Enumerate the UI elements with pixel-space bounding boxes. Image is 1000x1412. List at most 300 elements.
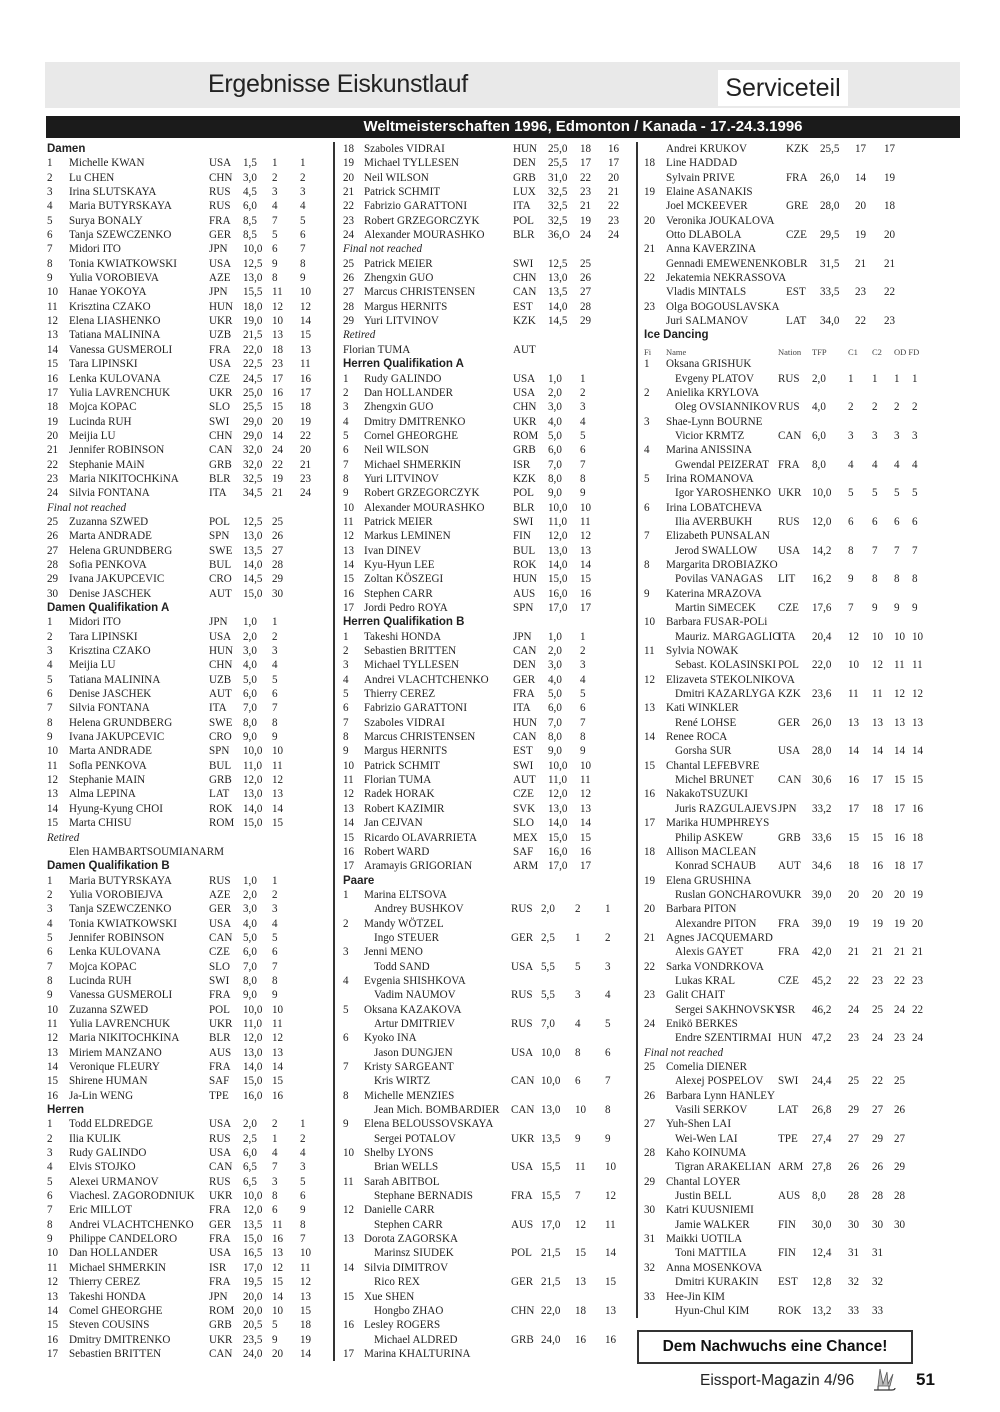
result-row xyxy=(644,199,928,213)
athlete-name: Sofia PENKOVA xyxy=(69,558,147,571)
rank: 7 xyxy=(47,243,53,256)
athlete-name: Jennifer ROBINSON xyxy=(69,444,165,457)
points: 1,0 xyxy=(548,372,562,385)
result-row xyxy=(644,415,928,429)
placement-2: 6 xyxy=(605,1046,611,1059)
placement-1: 4 xyxy=(575,1017,581,1030)
nation: FIN xyxy=(778,1247,796,1260)
placement-2: 25 xyxy=(872,1003,884,1016)
rank: 2 xyxy=(343,917,349,930)
placement-1: 2 xyxy=(272,888,278,901)
result-row xyxy=(644,701,928,715)
athlete-name: Xue SHEN xyxy=(364,1290,415,1303)
athlete-name: Shelby LYONS xyxy=(364,1147,434,1160)
athlete-name: Vladis MINTALS xyxy=(666,286,747,299)
points: 25,5 xyxy=(548,157,568,170)
points: 9,0 xyxy=(243,731,257,744)
nation: UKR xyxy=(778,888,802,901)
athlete-name: Ruslan GONCHAROV xyxy=(675,888,780,901)
placement-1: 14 xyxy=(855,171,867,184)
result-row xyxy=(644,515,928,529)
athlete-name: Yuri LITVINOV xyxy=(364,315,439,328)
result-row xyxy=(644,845,928,859)
athlete-name: Fabrizio GARATTONI xyxy=(364,200,468,213)
athlete-name: Marta ANDRADE xyxy=(69,745,152,758)
rank: 5 xyxy=(343,1003,349,1016)
points: 2,5 xyxy=(243,1132,257,1145)
nation: SWI xyxy=(778,1075,799,1088)
nation: RUS xyxy=(778,372,800,385)
placement-1: 12 xyxy=(272,774,284,787)
placement-1: 4 xyxy=(272,917,278,930)
result-row xyxy=(343,501,629,515)
nation: BLR xyxy=(786,257,808,270)
result-row xyxy=(644,974,928,988)
athlete-name: Helena GRUNDBERG xyxy=(69,716,173,729)
athlete-name: Yuh-Shen LAI xyxy=(666,1118,732,1131)
placement-1: 16 xyxy=(272,386,284,399)
result-row xyxy=(644,257,928,271)
points: 13,0 xyxy=(243,272,263,285)
points: 6,0 xyxy=(548,702,562,715)
nation: HUN xyxy=(778,1032,803,1045)
athlete-name: Marta CHISU xyxy=(69,817,132,830)
result-row xyxy=(47,443,325,457)
placement-4: 22 xyxy=(912,1003,924,1016)
athlete-name: Jamie WALKER xyxy=(675,1218,750,1231)
placement-1: 12 xyxy=(272,1261,284,1274)
rank: 26 xyxy=(47,530,59,543)
result-row xyxy=(47,716,325,730)
nation: CHN xyxy=(511,1304,535,1317)
rank: 15 xyxy=(343,573,355,586)
placement-2: 1 xyxy=(300,157,306,170)
section-heading: Herren Qualifikation A xyxy=(343,358,464,371)
result-row xyxy=(343,1160,629,1174)
placement-2: 31 xyxy=(872,1247,884,1260)
athlete-name: Elena BELOUSSOVSKAYA xyxy=(364,1118,494,1131)
points: 33,2 xyxy=(812,802,832,815)
nation: SWI xyxy=(209,415,230,428)
placement-1: 28 xyxy=(272,558,284,571)
nation: AUT xyxy=(778,860,801,873)
nation: FRA xyxy=(511,1190,533,1203)
nation: RUS xyxy=(209,200,231,213)
nation: RUS xyxy=(511,989,533,1002)
athlete-name: Rudy GALINDO xyxy=(69,1147,147,1160)
rank: 9 xyxy=(47,272,53,285)
result-row xyxy=(343,1117,629,1131)
placement-3: 12 xyxy=(894,688,906,701)
points: 7,0 xyxy=(243,702,257,715)
placement-4: 8 xyxy=(912,573,918,586)
nation: ARM xyxy=(778,1161,804,1174)
placement-2: 14 xyxy=(300,1347,312,1360)
points: 16,0 xyxy=(243,1089,263,1102)
rank: 18 xyxy=(343,143,355,155)
result-row xyxy=(644,156,928,170)
result-row xyxy=(47,328,325,342)
result-row xyxy=(343,343,629,357)
result-row xyxy=(343,730,629,744)
nation: SAF xyxy=(209,1075,230,1088)
placement-1: 21 xyxy=(580,200,592,213)
points: 8,0 xyxy=(548,731,562,744)
result-row xyxy=(644,759,928,773)
points: 8,0 xyxy=(548,472,562,485)
athlete-name: Silvia DIMITROV xyxy=(364,1261,449,1274)
nation: CZE xyxy=(209,946,230,959)
points: 7,0 xyxy=(243,960,257,973)
placement-1: 7 xyxy=(848,602,854,614)
rank: 9 xyxy=(343,487,349,500)
nation: RUS xyxy=(778,515,800,528)
result-row xyxy=(343,429,629,443)
result-row xyxy=(343,787,629,801)
points: 10,0 xyxy=(548,501,568,514)
athlete-name: Thierry CEREZ xyxy=(364,688,436,701)
result-row xyxy=(343,1031,629,1045)
placement-2: 9 xyxy=(872,602,878,614)
rank: 18 xyxy=(644,157,656,170)
placement-4: 2 xyxy=(912,401,918,414)
result-row xyxy=(343,472,629,486)
points: 4,0 xyxy=(548,415,562,428)
points: 32,5 xyxy=(548,186,568,199)
points: 22,0 xyxy=(243,343,263,356)
result-row xyxy=(343,458,629,472)
placement-2: 12 xyxy=(605,1190,617,1203)
rank: 2 xyxy=(343,386,349,399)
athlete-name: Enikö BERKES xyxy=(666,1017,738,1030)
athlete-name: Yulia VOROBIEJVA xyxy=(69,888,164,901)
rank: 3 xyxy=(343,401,349,414)
nation: UZB xyxy=(209,673,232,686)
points: 6,0 xyxy=(243,946,257,959)
points: 15,0 xyxy=(243,817,263,830)
placement-1: 11 xyxy=(575,1161,586,1174)
placement-1: 30 xyxy=(848,1218,860,1231)
placement-1: 2 xyxy=(272,630,278,643)
placement-2: 9 xyxy=(300,1204,306,1217)
nation: FRA xyxy=(778,946,800,959)
result-row xyxy=(343,1275,629,1289)
nation: POL xyxy=(511,1247,532,1260)
athlete-name: Elaine ASANAKIS xyxy=(666,186,753,199)
result-row xyxy=(343,644,629,658)
placement-1: 25 xyxy=(272,515,284,528)
result-row xyxy=(47,544,325,558)
nation: AUT xyxy=(209,587,232,600)
placement-3: 26 xyxy=(894,1104,906,1117)
athlete-name: Igor YAROSHENKO xyxy=(675,487,772,500)
placement-2: 20 xyxy=(872,888,884,901)
nation: UKR xyxy=(511,1132,535,1145)
athlete-name: Thierry CEREZ xyxy=(69,1276,141,1289)
placement-2: 18 xyxy=(300,401,312,414)
nation: FRA xyxy=(778,458,800,471)
nation: CHN xyxy=(209,429,233,442)
nation: USA xyxy=(513,372,536,385)
nation: GRB xyxy=(511,1333,534,1346)
athlete-name: Ja-Lin WENG xyxy=(69,1089,134,1102)
result-row xyxy=(343,1246,629,1260)
rank: 20 xyxy=(47,429,59,442)
athlete-name: Neil WILSON xyxy=(364,171,429,184)
section-heading: Ice Dancing xyxy=(644,329,709,342)
placement-1: 10 xyxy=(580,501,592,514)
athlete-name: Zhengxin GUO xyxy=(364,401,434,414)
nation: BLR xyxy=(513,501,535,514)
placement-1: 27 xyxy=(272,544,284,557)
points: 24,0 xyxy=(243,1347,263,1360)
result-row xyxy=(343,831,629,845)
result-row xyxy=(343,687,629,701)
placement-1: 17 xyxy=(848,802,860,815)
athlete-name: Robert GRZEGORCZYK xyxy=(364,487,480,500)
result-row xyxy=(343,931,629,945)
placement-1: 28 xyxy=(848,1190,860,1203)
placement-3: 10 xyxy=(894,630,906,643)
nation: USA xyxy=(209,1147,232,1160)
nation: ITA xyxy=(778,630,796,643)
placement-3: 14 xyxy=(894,745,906,758)
placement-1: 15 xyxy=(848,831,860,844)
result-row xyxy=(343,744,629,758)
placement-1: 17 xyxy=(580,602,592,614)
nation: CZE xyxy=(209,372,230,385)
athlete-name: Kati WINKLER xyxy=(666,702,739,715)
result-row xyxy=(47,400,325,414)
rank: 11 xyxy=(47,300,58,313)
placement-1: 12 xyxy=(848,630,860,643)
placement-2: 11 xyxy=(605,1218,616,1231)
points: 32,0 xyxy=(243,458,263,471)
placement-4: 9 xyxy=(912,602,918,614)
result-row xyxy=(343,1232,629,1246)
athlete-name: Kaho KOINUMA xyxy=(666,1147,747,1160)
placement-4: 16 xyxy=(912,802,924,815)
placement-2: 14 xyxy=(605,1247,617,1260)
athlete-name: Andrei VLACHTCHENKO xyxy=(69,1218,194,1231)
placement-1: 4 xyxy=(272,659,278,672)
placement-4: 7 xyxy=(912,544,918,557)
athlete-name: Evgenia SHISHKOVA xyxy=(364,974,466,987)
result-row xyxy=(644,1031,928,1045)
athlete-name: Patrick SCHMIT xyxy=(364,759,441,772)
athlete-name: Sylvain PRIVE xyxy=(666,171,735,184)
placement-4: 23 xyxy=(912,974,924,987)
athlete-name: Dmitri KAZARLYGA xyxy=(675,688,776,701)
rank: 19 xyxy=(644,186,656,199)
result-row xyxy=(47,917,325,931)
points: 33,5 xyxy=(820,286,840,299)
placement-2: 23 xyxy=(300,472,312,485)
rank: 20 xyxy=(644,903,656,916)
placement-1: 13 xyxy=(272,788,284,801)
points: 4,0 xyxy=(243,659,257,672)
rank: 3 xyxy=(343,946,349,959)
placement-1: 1 xyxy=(272,616,278,629)
rank: 2 xyxy=(343,645,349,658)
placement-1: 14 xyxy=(580,817,592,830)
result-row xyxy=(644,558,928,572)
athlete-name: Margus HERNITS xyxy=(364,300,448,313)
placement-2: 5 xyxy=(300,214,306,227)
result-row xyxy=(47,529,325,543)
nation: JPN xyxy=(778,802,797,815)
placement-2: 13 xyxy=(300,1290,312,1303)
rank: 5 xyxy=(644,472,650,485)
points: 22,5 xyxy=(243,358,263,371)
rank: 10 xyxy=(343,1147,355,1160)
result-row xyxy=(644,1017,928,1031)
points: 1,0 xyxy=(243,874,257,887)
athlete-name: Juris RAZGULAJEVS xyxy=(675,802,778,815)
nation: AZE xyxy=(209,888,231,901)
placement-1: 1 xyxy=(848,372,854,385)
points: 12,0 xyxy=(812,515,832,528)
rank: 8 xyxy=(47,974,53,987)
placement-2: 14 xyxy=(300,315,312,328)
rank: 12 xyxy=(47,1276,59,1289)
result-row xyxy=(644,601,928,615)
rank: 15 xyxy=(644,759,656,772)
points: 25,5 xyxy=(243,401,263,414)
rank: 14 xyxy=(343,817,355,830)
placement-1: 4 xyxy=(580,415,586,428)
nation: BLR xyxy=(513,229,535,242)
rank: 13 xyxy=(47,329,59,342)
nation: ROK xyxy=(778,1304,802,1317)
points: 16,0 xyxy=(548,587,568,600)
athlete-name: Patrick MEIER xyxy=(364,257,433,270)
result-row xyxy=(644,831,928,845)
rank: 16 xyxy=(47,1089,59,1102)
points: 15,5 xyxy=(541,1190,561,1203)
rank: 24 xyxy=(47,487,59,500)
placement-3: 2 xyxy=(894,401,900,414)
athlete-name: Oksana GRISHUK xyxy=(666,358,752,371)
placement-1: 24 xyxy=(272,444,284,457)
athlete-name: Lukas KRAL xyxy=(675,974,736,987)
points: 42,0 xyxy=(812,946,832,959)
placement-1: 11 xyxy=(848,688,859,701)
placement-2: 19 xyxy=(884,171,896,184)
placement-1: 9 xyxy=(848,573,854,586)
rank: 23 xyxy=(47,472,59,485)
placement-1: 20 xyxy=(848,888,860,901)
result-row xyxy=(47,1017,325,1031)
placement-1: 23 xyxy=(848,1032,860,1045)
result-row xyxy=(343,142,629,156)
placement-2: 33 xyxy=(872,1304,884,1317)
points: 45,2 xyxy=(812,974,832,987)
placement-1: 9 xyxy=(580,487,586,500)
nation: USA xyxy=(209,257,232,270)
result-row xyxy=(47,343,325,357)
rank: 13 xyxy=(644,702,656,715)
rank: 3 xyxy=(47,903,53,916)
rank: 17 xyxy=(343,602,355,614)
points: 11,0 xyxy=(243,759,263,772)
athlete-name: Maria NIKITOCHKiNA xyxy=(69,472,179,485)
result-row xyxy=(644,1160,928,1174)
result-row xyxy=(343,859,629,873)
points: 2,0 xyxy=(548,645,562,658)
placement-1: 23 xyxy=(272,358,284,371)
placement-1: 5 xyxy=(272,931,278,944)
athlete-name: Michael TYLLESEN xyxy=(364,157,459,170)
result-row xyxy=(47,1261,325,1275)
points: 13,5 xyxy=(243,1218,263,1231)
placement-1: 33 xyxy=(848,1304,860,1317)
rank: 12 xyxy=(343,530,355,543)
page-title: Ergebnisse Eiskunstlauf xyxy=(208,70,468,98)
rank: 15 xyxy=(47,1075,59,1088)
placement-1: 16 xyxy=(580,845,592,858)
points: 8,0 xyxy=(812,1190,826,1203)
nation: FRA xyxy=(209,1061,231,1073)
result-row xyxy=(47,945,325,959)
rank: 1 xyxy=(47,616,53,629)
placement-1: 22 xyxy=(855,315,867,328)
athlete-name: Denise JASCHEK xyxy=(69,587,152,600)
result-row xyxy=(343,716,629,730)
nation: USA xyxy=(209,157,232,170)
athlete-name: Stephen CARR xyxy=(364,587,433,600)
athlete-name: Lenka KULOVANA xyxy=(69,946,161,959)
nation: AUT xyxy=(513,774,536,787)
result-row xyxy=(47,558,325,572)
magazine-issue: Eissport-Magazin 4/96 xyxy=(700,1372,855,1389)
athlete-name: Anielika KRYLOVA xyxy=(666,386,760,399)
points: 36,O xyxy=(548,229,570,242)
rank: 3 xyxy=(47,645,53,658)
placement-2: 17 xyxy=(884,143,896,155)
result-row xyxy=(47,458,325,472)
nation: JPN xyxy=(209,1290,228,1303)
result-row xyxy=(644,1175,928,1189)
nation: POL xyxy=(513,214,534,227)
athlete-name: Lu CHEN xyxy=(69,171,115,184)
rank: 2 xyxy=(644,386,650,399)
rank: 17 xyxy=(343,860,355,873)
result-row xyxy=(47,1189,325,1203)
placement-1: 30 xyxy=(272,587,284,600)
placement-1: 18 xyxy=(575,1304,587,1317)
athlete-name: Sarah ABITBOL xyxy=(364,1175,440,1188)
points: 14,0 xyxy=(243,558,263,571)
rank: 25 xyxy=(343,257,355,270)
athlete-name: Veronique FLEURY xyxy=(69,1061,160,1073)
points: 6,5 xyxy=(243,1175,257,1188)
nation: EST xyxy=(513,745,533,758)
rank: 33 xyxy=(644,1290,656,1303)
result-row xyxy=(47,1089,325,1103)
rank: 11 xyxy=(47,1261,58,1274)
points: 9,0 xyxy=(243,989,257,1002)
nation: BUL xyxy=(209,759,232,772)
placement-1: 2 xyxy=(580,645,586,658)
athlete-name: Philippe CANDELORO xyxy=(69,1233,178,1246)
placement-2: 5 xyxy=(605,1017,611,1030)
placement-2: 16 xyxy=(872,860,884,873)
athlete-name: Helena GRUNDBERG xyxy=(69,544,173,557)
result-row xyxy=(343,673,629,687)
nation: SWE xyxy=(209,544,233,557)
rank: 29 xyxy=(343,315,355,328)
